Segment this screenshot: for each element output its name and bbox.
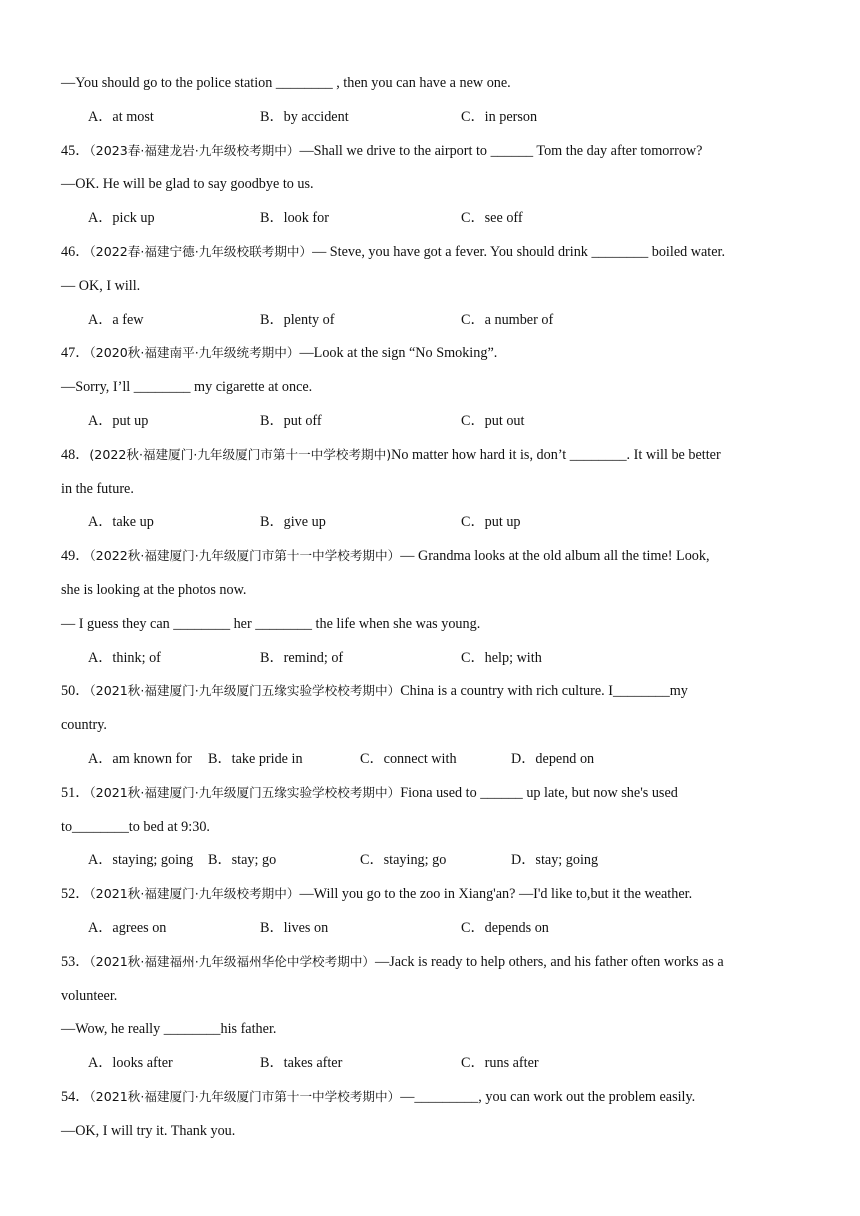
question-source: （2023春·福建龙岩·九年级校考期中）: [89, 143, 300, 158]
answer-options-row: [88, 851, 820, 869]
answer-option: A．at most: [88, 109, 154, 125]
question-line: [61, 682, 802, 700]
question-line: [61, 1088, 802, 1106]
text-line: —Wow, he really ________his father.: [61, 1021, 277, 1037]
question-text: —Shall we drive to the airport to ______ Tom the day after tomorrow?: [299, 143, 703, 159]
question-source: （2022秋·福建厦门·九年级厦门市第十一中学校考期中）: [89, 548, 401, 563]
question-source: （2021秋·福建厦门·九年级厦门五缘实验学校校考期中）: [89, 785, 401, 800]
answer-option: C．in person: [461, 109, 538, 125]
answer-option: B．give up: [260, 514, 326, 530]
answer-option: D．depend on: [511, 751, 595, 767]
answer-options-row: [88, 649, 820, 667]
answer-options-row: [88, 311, 820, 329]
answer-option: A．staying; going: [88, 852, 194, 868]
question-line: [61, 885, 802, 903]
answer-option: A．am known for: [88, 751, 193, 767]
answer-options-row: [88, 108, 820, 126]
answer-option: C．help; with: [461, 650, 542, 666]
answer-options-row: [88, 209, 820, 227]
text-line: —OK. He will be glad to say goodbye to us.: [61, 176, 314, 192]
answer-option: C．staying; go: [360, 852, 447, 868]
question-number: 48．: [61, 447, 90, 463]
question-source: (2022秋·福建厦门·九年级厦门市第十一中学校考期中): [89, 447, 392, 462]
text-line: —Sorry, I’ll ________ my cigarette at once.: [61, 379, 313, 395]
answer-option: A．think; of: [88, 650, 161, 666]
question-text: — Grandma looks at the old album all the time! Look,: [400, 548, 710, 564]
question-number: 50．: [61, 683, 90, 699]
question-source: （2020秋·福建南平·九年级统考期中）: [89, 345, 300, 360]
answer-options-row: [88, 750, 820, 768]
question-line: [61, 344, 802, 362]
question-source: （2021秋·福建厦门·九年级厦门五缘实验学校校考期中）: [89, 683, 401, 698]
question-text: —Look at the sign “No Smoking”.: [299, 345, 498, 361]
answer-option: A．put up: [88, 413, 149, 429]
answer-option: B．by accident: [260, 109, 349, 125]
answer-option: C．put up: [461, 514, 521, 530]
question-number: 49．: [61, 548, 90, 564]
question-text: No matter how hard it is, don’t ________. It will be better: [391, 447, 721, 463]
answer-option: A．pick up: [88, 210, 155, 226]
answer-option: C．put out: [461, 413, 525, 429]
question-number: 51．: [61, 785, 90, 801]
answer-option: B．look for: [260, 210, 329, 226]
answer-option: C．see off: [461, 210, 523, 226]
answer-option: A．take up: [88, 514, 154, 530]
answer-option: C．runs after: [461, 1055, 539, 1071]
question-text: —Jack is ready to help others, and his father often works as a: [375, 954, 724, 970]
question-source: （2021秋·福建厦门·九年级厦门市第十一中学校考期中）: [89, 1089, 401, 1104]
question-source: （2022春·福建宁德·九年级校联考期中）: [89, 244, 313, 259]
answer-options-row: [88, 919, 820, 937]
question-number: 46．: [61, 244, 90, 260]
text-line: country.: [61, 717, 107, 733]
answer-options-row: [88, 513, 820, 531]
question-number: 53．: [61, 954, 90, 970]
question-number: 47．: [61, 345, 90, 361]
question-source: （2021秋·福建厦门·九年级校考期中）: [89, 886, 300, 901]
answer-option: D．stay; going: [511, 852, 599, 868]
question-number: 52．: [61, 886, 90, 902]
answer-option: B．stay; go: [208, 852, 277, 868]
question-line: [61, 547, 802, 565]
answer-options-row: [88, 412, 820, 430]
question-text: China is a country with rich culture. I________my: [400, 683, 688, 699]
text-line: — OK, I will.: [61, 278, 141, 294]
answer-option: B．takes after: [260, 1055, 343, 1071]
text-line: she is looking at the photos now.: [61, 582, 247, 598]
text-line: —You should go to the police station ________ , then you can have a new one.: [61, 75, 511, 91]
question-line: [61, 142, 802, 160]
text-line: to________to bed at 9:30.: [61, 819, 210, 835]
answer-option: C．connect with: [360, 751, 457, 767]
answer-option: A．looks after: [88, 1055, 173, 1071]
text-line: —OK, I will try it. Thank you.: [61, 1123, 236, 1139]
question-line: [61, 243, 802, 261]
answer-option: B．remind; of: [260, 650, 344, 666]
question-line: [61, 953, 802, 971]
question-text: —Will you go to the zoo in Xiang'an? —I'd like to,but it the weather.: [299, 886, 693, 902]
question-line: [61, 784, 802, 802]
answer-option: B．lives on: [260, 920, 329, 936]
text-line: — I guess they can ________ her ________ the life when she was young.: [61, 616, 481, 632]
answer-options-row: [88, 1054, 820, 1072]
text-line: in the future.: [61, 481, 134, 497]
answer-option: A．a few: [88, 312, 144, 328]
question-text: — Steve, you have got a fever. You should drink ________ boiled water.: [312, 244, 726, 260]
answer-option: C．a number of: [461, 312, 554, 328]
question-number: 54．: [61, 1089, 90, 1105]
answer-option: C．depends on: [461, 920, 549, 936]
question-text: —_________, you can work out the problem easily.: [400, 1089, 696, 1105]
text-line: volunteer.: [61, 988, 118, 1004]
answer-option: A．agrees on: [88, 920, 167, 936]
question-source: （2021秋·福建福州·九年级福州华伦中学校考期中）: [89, 954, 376, 969]
answer-option: B．put off: [260, 413, 322, 429]
answer-option: B．plenty of: [260, 312, 335, 328]
question-number: 45．: [61, 143, 90, 159]
question-line: [61, 446, 802, 464]
answer-option: B．take pride in: [208, 751, 303, 767]
question-text: Fiona used to ______ up late, but now she's used: [400, 785, 678, 801]
